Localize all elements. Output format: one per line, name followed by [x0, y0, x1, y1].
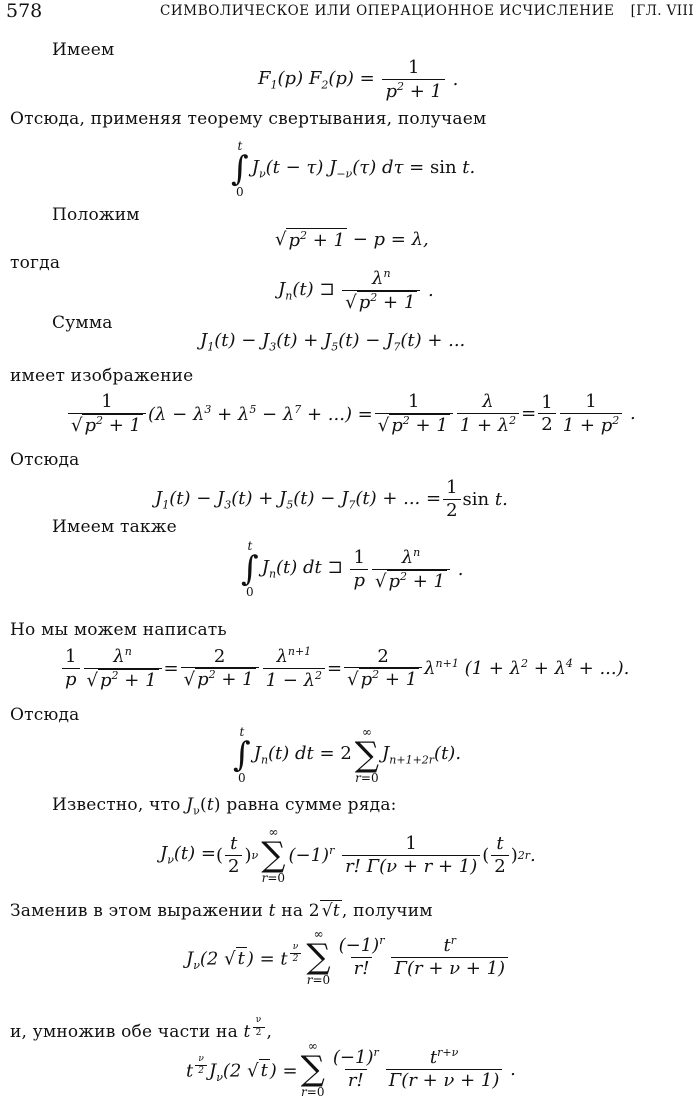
chapter-label: [ГЛ. VIII: [630, 3, 694, 19]
page-number: 578: [6, 0, 43, 22]
text-line: Отсюда, применяя теорему свертывания, получаем: [10, 109, 487, 129]
text-line: имеет изображение: [10, 366, 194, 386]
text-line: Заменив в этом выражении t на 2 √t , получим: [10, 901, 433, 921]
text-line: Сумма: [52, 313, 113, 333]
text-line: тогда: [10, 253, 61, 273]
text-line: Но мы можем написать: [10, 620, 227, 640]
running-title: СИМВОЛИЧЕСКОЕ ИЛИ ОПЕРАЦИОННОЕ ИСЧИСЛЕНИЕ: [160, 3, 615, 19]
text-line: Имеем: [52, 40, 115, 60]
text-line: и, умножив обе части на t $^{\frac{\nu}{2}}$ ,: [10, 1015, 273, 1043]
page-header: [0, 0, 700, 22]
text-line: Отсюда: [10, 705, 80, 725]
text-line: Имеем также: [52, 517, 177, 537]
text-line: Известно, что $J_\nu(t)$ равна сумме ряда:: [52, 795, 397, 818]
text-line: Положим: [52, 205, 140, 225]
text-line: Отсюда: [10, 450, 80, 470]
